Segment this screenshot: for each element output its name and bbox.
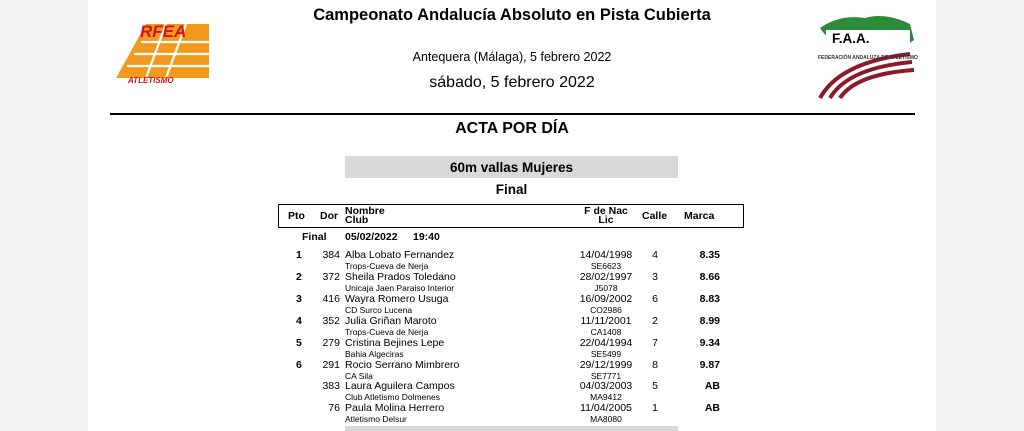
result-dor: 383 (322, 380, 340, 393)
col-club: Club (345, 214, 369, 226)
result-name: Paula Molina Herrero (345, 402, 445, 415)
result-lic: MA8080 (590, 414, 622, 425)
result-marca: 9.34 (699, 336, 720, 349)
result-dor: 352 (322, 314, 340, 327)
result-club: CA Sila (345, 370, 373, 381)
col-fnac: F de Nac (584, 205, 628, 217)
result-calle: 1 (652, 402, 658, 415)
result-club: CD Surco Lucena (345, 304, 413, 315)
result-marca: AB (704, 380, 720, 393)
result-lic: CO2986 (590, 304, 622, 315)
result-marca: 8.99 (699, 314, 720, 327)
result-dor: 416 (322, 292, 340, 305)
result-marca: 8.35 (699, 249, 720, 261)
svg-text:ATLETISMO: ATLETISMO (128, 76, 174, 85)
result-calle: 5 (652, 380, 658, 393)
col-marca: Marca (684, 210, 715, 222)
table-row (88, 272, 936, 294)
result-club: Trops-Cueva de Nerja (345, 326, 429, 337)
result-fnac: 04/03/2003 (579, 380, 633, 393)
table-row (88, 294, 936, 316)
event-round: Final (495, 182, 528, 197)
result-dor: 291 (322, 358, 340, 371)
result-name: Cristina Bejines Lepe (345, 336, 445, 349)
next-section-bar (345, 426, 678, 431)
result-calle: 8 (652, 358, 658, 371)
result-pto: 5 (296, 336, 302, 349)
table-row (88, 381, 936, 403)
table-row (88, 250, 936, 272)
result-fnac: 22/04/1994 (579, 336, 633, 349)
result-marca: AB (704, 402, 720, 415)
championship-title: Campeonato Andalucía Absoluto en Pista Cubierta (313, 6, 711, 24)
result-pto: 3 (296, 292, 302, 305)
session-label: Final (302, 231, 327, 243)
result-club: Trops-Cueva de Nerja (345, 261, 429, 271)
svg-text:F.A.A.: F.A.A. (832, 31, 870, 46)
table-row (88, 360, 936, 382)
result-lic: SE6623 (590, 261, 622, 271)
result-fnac: 14/04/1998 (579, 249, 633, 261)
acta-title: ACTA POR DÍA (455, 120, 569, 137)
result-calle: 3 (652, 270, 658, 283)
col-pto: Pto (288, 210, 305, 222)
result-marca: 9.87 (699, 358, 720, 371)
col-dor: Dor (320, 210, 339, 222)
result-dor: 279 (322, 336, 340, 349)
venue-date: Antequera (Málaga), 5 febrero 2022 (412, 50, 612, 64)
result-dor: 76 (328, 402, 340, 415)
result-lic: CA1408 (590, 326, 622, 337)
result-fnac: 29/12/1999 (579, 358, 633, 371)
result-club: Club Atletismo Dolmenes (345, 392, 440, 403)
result-lic: J5078 (594, 282, 618, 293)
col-nombre: Nombre (345, 205, 385, 217)
result-lic: SE7771 (590, 370, 622, 381)
result-name: Wayra Romero Usuga (345, 292, 449, 305)
result-fnac: 11/04/2005 (580, 402, 632, 415)
result-name: Laura Aguilera Campos (345, 380, 455, 393)
result-name: Julia Griñan Maroto (345, 314, 437, 327)
faa-logo-subtitle: FEDERACIÓN ANDALUZA DE ATLETISMO (818, 55, 918, 61)
result-fnac: 11/11/2001 (580, 314, 632, 327)
result-pto: 6 (296, 358, 302, 371)
result-calle: 2 (652, 314, 658, 327)
result-name: Alba Lobato Fernandez (345, 249, 455, 261)
result-lic: SE5499 (590, 348, 622, 359)
result-name: Rocio Serrano Mimbrero (345, 358, 460, 371)
result-dor: 384 (322, 249, 340, 261)
header-divider (110, 113, 915, 115)
result-club: Atletismo Delsur (345, 414, 407, 425)
session-time: 19:40 (413, 231, 440, 243)
result-pto: 4 (296, 314, 302, 327)
result-fnac: 16/09/2002 (579, 292, 633, 305)
result-fnac: 28/02/1997 (579, 270, 633, 283)
result-club: Bahia Algeciras (345, 348, 404, 359)
result-marca: 8.83 (699, 292, 720, 305)
table-row (88, 316, 936, 338)
result-name: Sheila Prados Toledano (345, 270, 456, 283)
result-dor: 372 (322, 270, 340, 283)
table-row (88, 403, 936, 425)
result-pto: 2 (296, 270, 302, 283)
col-calle: Calle (642, 210, 668, 222)
result-marca: 8.66 (699, 270, 720, 283)
svg-text:RFEA: RFEA (140, 22, 187, 41)
result-calle: 4 (652, 249, 658, 261)
results-page (88, 0, 936, 431)
result-calle: 6 (652, 292, 658, 305)
result-lic: MA9412 (590, 392, 622, 403)
session-date: 05/02/2022 (345, 231, 398, 243)
col-lic: Lic (598, 214, 614, 226)
result-club: Unicaja Jaen Paraiso Interior (345, 282, 455, 293)
table-row (88, 338, 936, 360)
result-calle: 7 (652, 336, 658, 349)
event-name: 60m vallas Mujeres (449, 160, 574, 175)
result-pto: 1 (296, 249, 302, 261)
day-date: sábado, 5 febrero 2022 (429, 74, 595, 91)
